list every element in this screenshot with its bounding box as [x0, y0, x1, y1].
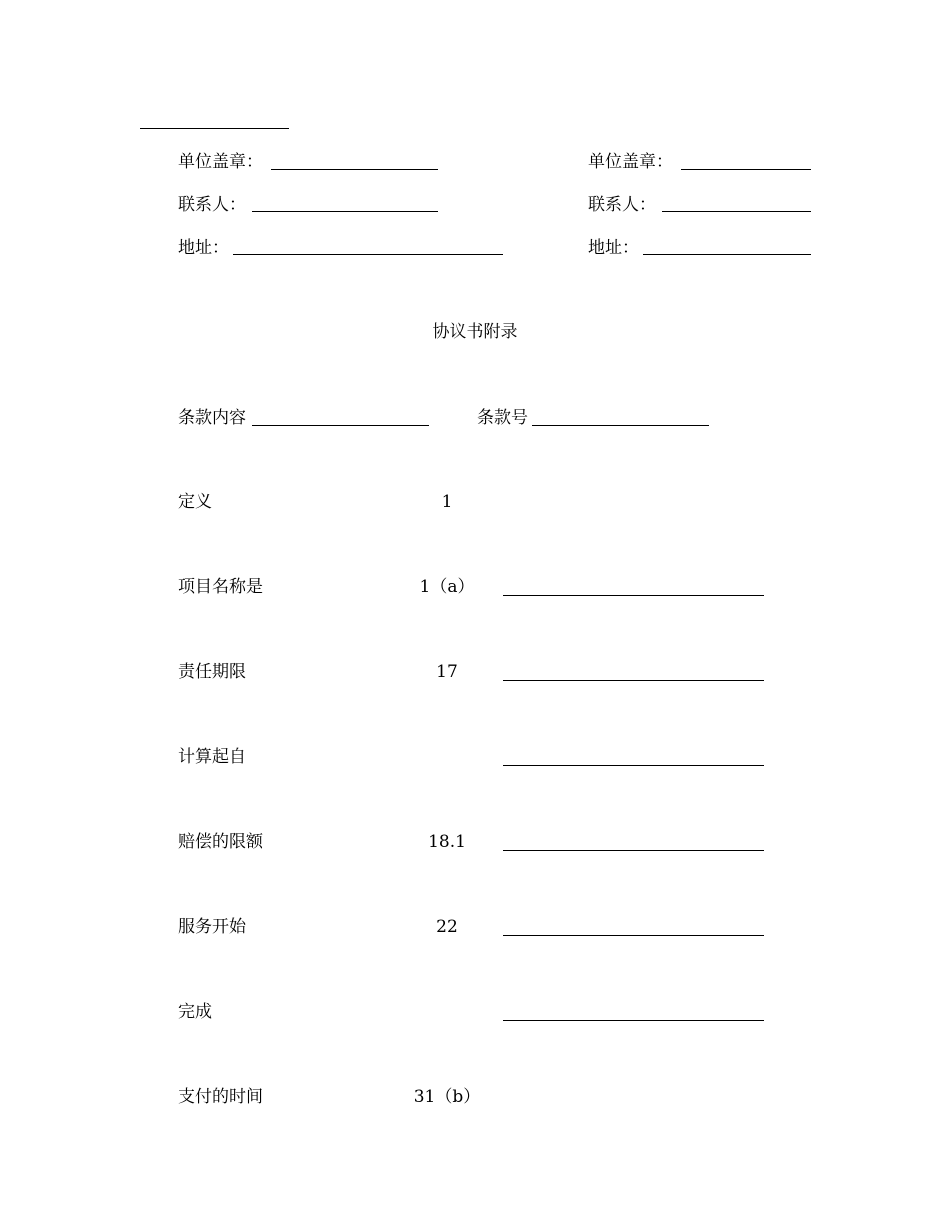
- row-label-service-start: 服务开始: [178, 917, 246, 937]
- seal-field-left[interactable]: [271, 169, 438, 170]
- contact-label-right: 联系人：: [588, 195, 656, 215]
- row-label-payment-time: 支付的时间: [178, 1087, 263, 1107]
- row-clause-project-name: 1（a）: [419, 577, 475, 597]
- seal-label-left: 单位盖章：: [178, 152, 263, 172]
- address-field-left[interactable]: [233, 254, 503, 255]
- row-clause-payment-time: 31（b）: [413, 1087, 481, 1107]
- row-label-project-name: 项目名称是: [178, 577, 263, 597]
- row-clause-liability-period: 17: [436, 662, 458, 682]
- appendix-title: 协议书附录: [432, 322, 518, 342]
- row-label-definition: 定义: [178, 492, 212, 512]
- row-label-calculated-from: 计算起自: [178, 747, 246, 767]
- seal-field-right[interactable]: [681, 169, 811, 170]
- top-rule: [140, 128, 289, 129]
- row-field-completion[interactable]: [503, 1020, 764, 1021]
- row-field-project-name[interactable]: [503, 595, 764, 596]
- row-label-compensation-limit: 赔偿的限额: [178, 832, 263, 852]
- row-label-completion: 完成: [178, 1002, 212, 1022]
- row-clause-compensation-limit: 18.1: [428, 832, 466, 852]
- row-field-calculated-from[interactable]: [503, 765, 764, 766]
- address-label-left: 地址：: [178, 238, 229, 258]
- row-clause-definition: 1: [441, 492, 453, 512]
- row-field-service-start[interactable]: [503, 935, 764, 936]
- clause-content-label: 条款内容: [178, 408, 246, 428]
- contact-field-left[interactable]: [252, 211, 438, 212]
- contact-field-right[interactable]: [662, 211, 811, 212]
- row-field-compensation-limit[interactable]: [503, 850, 764, 851]
- row-field-liability-period[interactable]: [503, 680, 764, 681]
- address-label-right: 地址：: [588, 238, 639, 258]
- row-label-liability-period: 责任期限: [178, 662, 246, 682]
- clause-content-field[interactable]: [252, 425, 429, 426]
- seal-label-right: 单位盖章：: [588, 152, 673, 172]
- clause-number-label: 条款号: [477, 408, 528, 428]
- row-clause-service-start: 22: [436, 917, 458, 937]
- clause-number-field[interactable]: [532, 425, 709, 426]
- contact-label-left: 联系人：: [178, 195, 246, 215]
- address-field-right[interactable]: [643, 254, 811, 255]
